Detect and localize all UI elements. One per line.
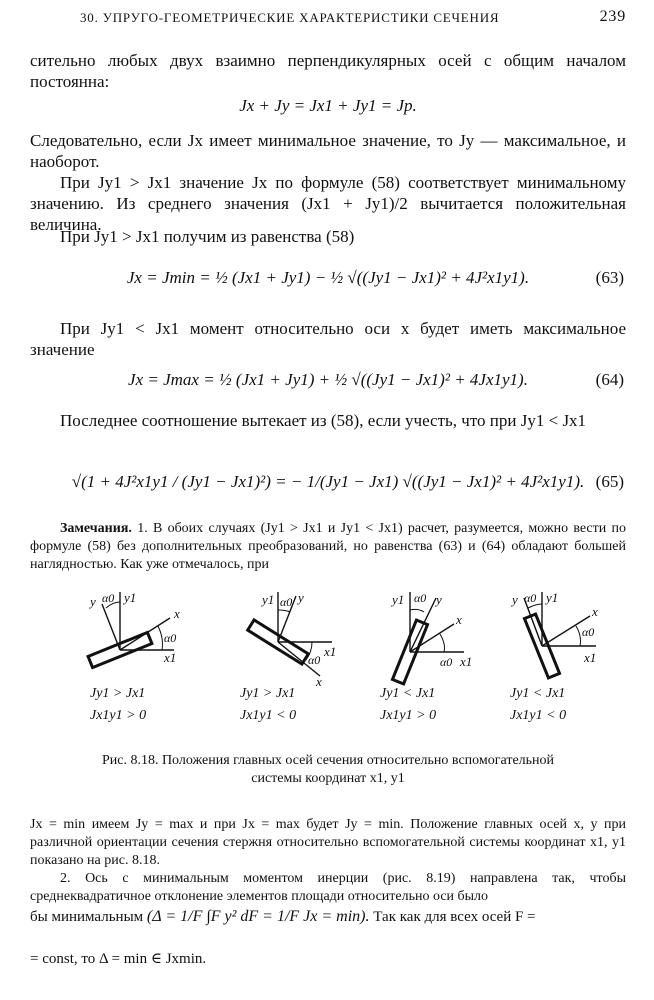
figure-8-18 (70, 590, 610, 740)
figure-panel-4 (490, 590, 610, 740)
fig1-label-x: x (174, 606, 180, 621)
paragraph-4: При Jy1 > Jx1 получим из равенства (58) (60, 227, 355, 246)
remarks-paragraph (30, 520, 626, 574)
fig4-label-alpha-right: α0 (582, 625, 595, 639)
fig2-label-x1: x1 (324, 644, 337, 659)
fig4-label-x1: x1 (584, 650, 597, 665)
fig2-label-alpha-right: α0 (308, 653, 321, 667)
running-title: 30. УПРУГО-ГЕОМЕТРИЧЕСКИЕ ХАРАКТЕРИСТИКИ СЕЧЕНИЯ (80, 10, 500, 25)
figure-caption (30, 752, 626, 788)
figure-panel-2 (220, 590, 340, 740)
fig2-relation-2: Jx1y1 < 0 (240, 708, 297, 723)
equation-63-text: Jx = Jmin = ½ (Jx1 + Jy1) − ½ √((Jy1 − Jx1)² + 4J²x1y1). (126, 268, 530, 287)
figure-caption-line-1: Рис. 8.18. Положения главных осей сечения относительно вспомогательной (101, 753, 555, 768)
fig3-label-x1: x1 (460, 654, 473, 669)
book-page (30, 0, 626, 1000)
fig1-label-y: y (90, 594, 96, 609)
fig2-label-y1: y1 (262, 592, 275, 607)
fig1-label-y1: y1 (124, 590, 137, 605)
paragraph-3: При Jy1 > Jx1 значение Jx по формуле (58) соответствует минимальному значению. Из среднего значения (Jx1 + Jy1)/2 вычитается положительная величина. (30, 173, 626, 234)
equation-64-text: Jx = Jmax = ½ (Jx1 + Jy1) + ½ √((Jy1 − Jx1)² + 4Jx1y1). (128, 370, 528, 389)
fig1-label-alpha-right: α0 (164, 631, 177, 645)
remarks-text: 1. В обоих случаях (Jy1 > Jx1 и Jy1 < Jx1) расчет, разумеется, можно вести по формуле (58) без дополнительных преобразований, но равенства (63) и (64) обладают большей наглядностью. Как уже отмечалось, при (30, 521, 627, 572)
equation-64-number: (64) (595, 370, 624, 389)
fig2-label-x: x (316, 674, 322, 689)
fig4-label-y: y (512, 592, 518, 607)
page-number: 239 (599, 8, 626, 25)
fig3-label-y: y (436, 592, 442, 607)
paragraph-9-end: Так как для всех осей F = (373, 909, 536, 925)
fig3-label-alpha-right: α0 (440, 655, 453, 669)
fig3-relation-2: Jx1y1 > 0 (380, 708, 437, 723)
figure-panel-3 (360, 590, 480, 740)
fig4-label-y1: y1 (546, 590, 559, 605)
fig3-label-x: x (456, 612, 462, 627)
figure-panel-1 (70, 590, 190, 740)
paragraph-1: сительно любых двух взаимно перпендикулярных осей с общим началом постоянна: (30, 51, 626, 91)
fig3-label-alpha-top: α0 (414, 591, 427, 605)
equation-invariant-text: Jx + Jy = Jx1 + Jy1 = Jp. (239, 96, 417, 115)
paragraph-9-start: бы минимальным (30, 909, 144, 925)
fig4-label-x: x (592, 604, 598, 619)
paragraph-10: = const, то Δ = min ∈ Jxmin. (30, 951, 207, 967)
equation-63-number: (63) (595, 268, 624, 287)
equation-delta: (Δ = 1/F ∫F y² dF = 1/F Jx = min). (146, 908, 370, 925)
paragraph-7: Jx = min имеем Jy = max и при Jx = max будет Jy = min. Положение главных осей x, y при различной ориентации сечения стержня относительно вспомогательной системы координат x1, y1 показано на рис. 8.18. (30, 817, 626, 868)
remarks-title: Замечания. (60, 521, 132, 536)
fig1-relation-1: Jy1 > Jx1 (90, 686, 146, 701)
running-head (30, 10, 626, 28)
fig4-relation-1: Jy1 < Jx1 (510, 686, 566, 701)
fig4-label-alpha-top: α0 (524, 591, 537, 605)
fig3-relation-1: Jy1 < Jx1 (380, 686, 436, 701)
equation-65-number: (65) (595, 472, 624, 491)
fig4-relation-2: Jx1y1 < 0 (510, 708, 567, 723)
fig1-label-alpha-top: α0 (102, 591, 115, 605)
fig2-relation-1: Jy1 > Jx1 (240, 686, 296, 701)
fig2-label-y: y (298, 590, 304, 605)
fig2-label-alpha-top: α0 (280, 595, 293, 609)
paragraph-2: Следовательно, если Jx имеет минимальное значение, то Jy — максимальное, и наоборот. (30, 131, 626, 171)
figure-caption-line-2: системы координат x1, y1 (251, 771, 405, 786)
paragraph-6: Последнее соотношение вытекает из (58), если учесть, что при Jy1 < Jx1 (60, 411, 587, 430)
paragraph-9 (30, 908, 626, 926)
paragraph-5: При Jy1 < Jx1 момент относительно оси x будет иметь максимальное значение (30, 319, 626, 359)
paragraph-8: 2. Ось с минимальным моментом инерции (рис. 8.19) направлена так, чтобы среднеквадратичное отклонение элементов площади относительно оси было (30, 871, 626, 904)
fig3-label-y1: y1 (392, 592, 405, 607)
fig1-relation-2: Jx1y1 > 0 (90, 708, 147, 723)
equation-65-text: √(1 + 4J²x1y1 / (Jy1 − Jx1)²) = − 1/(Jy1 − Jx1) √((Jy1 − Jx1)² + 4J²x1y1). (71, 472, 585, 491)
fig1-label-x1: x1 (164, 650, 177, 665)
